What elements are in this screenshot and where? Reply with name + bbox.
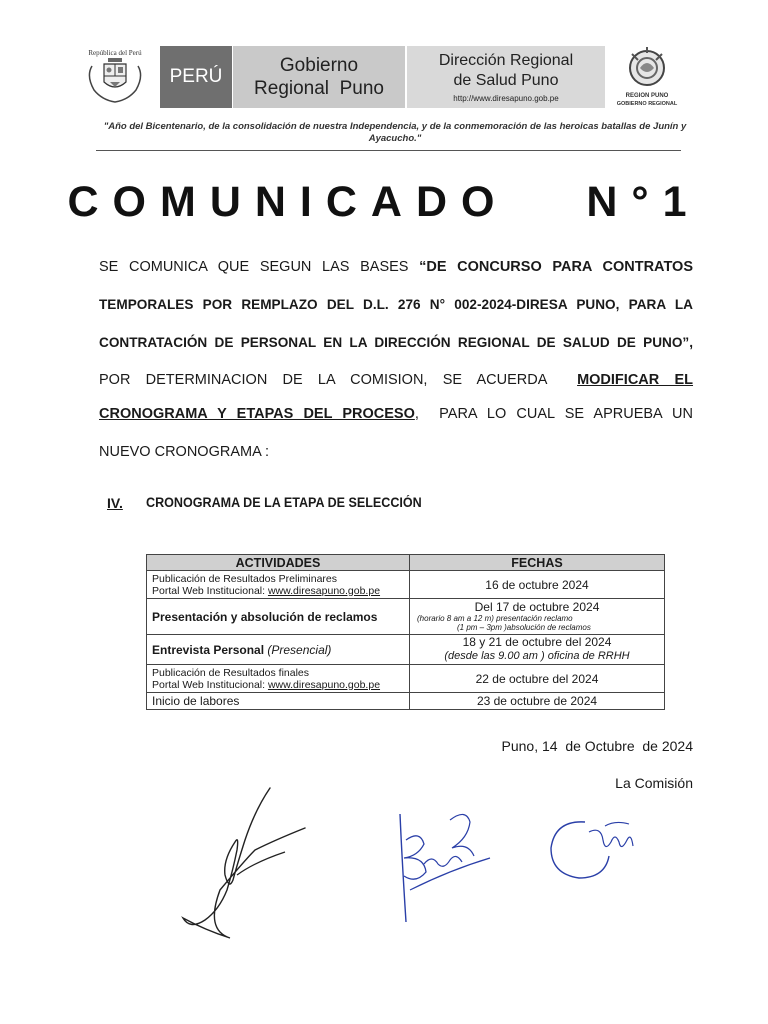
date-cell xyxy=(410,599,665,635)
title-number: N°1 xyxy=(586,178,701,226)
table-row xyxy=(147,635,665,665)
portal-link[interactable]: www.diresapuno.gob.pe xyxy=(267,678,381,691)
body-line-2: TEMPORALES POR REMPLAZO DEL D.L. 276 N° 002-2024-DIRESA PUNO, PARA LA xyxy=(99,297,693,312)
body-text: , PARA LO CUAL SE APRUEBA UN xyxy=(414,406,693,422)
date-cell xyxy=(410,635,665,665)
direccion-url: http://www.diresapuno.gob.pe xyxy=(453,94,559,103)
table-row xyxy=(147,665,665,693)
section-number: IV. xyxy=(107,495,123,511)
date-note: (1 pm – 3pm )absolución de reclamos xyxy=(457,623,591,632)
table-row xyxy=(147,571,665,599)
gobierno-regional-label xyxy=(233,46,405,108)
peru-coat-of-arms-logo xyxy=(82,46,148,108)
table-row xyxy=(147,599,665,635)
schedule-table xyxy=(146,554,665,710)
activity-text: Publicación de Resultados Preliminares xyxy=(152,572,338,585)
body-line-6: NUEVO CRONOGRAMA : xyxy=(99,444,269,460)
direccion-line1: Dirección Regional xyxy=(438,52,574,69)
document-title xyxy=(0,178,768,227)
date-cell: 16 de octubre 2024 xyxy=(410,571,665,599)
body-text-underlined: CRONOGRAMA Y ETAPAS DEL PROCESO xyxy=(99,406,415,422)
title-word: COMUNICADO xyxy=(67,178,509,226)
date-note: (horario 8 am a 12 m) presentación reclamo xyxy=(417,614,573,623)
date-cell: 22 de octubre del 2024 xyxy=(410,665,665,693)
date-text: Del 17 de octubre 2024 xyxy=(474,600,600,614)
column-header-fechas: FECHAS xyxy=(410,555,665,571)
signature-3 xyxy=(545,812,640,887)
body-line-4 xyxy=(99,372,693,388)
table-header-row xyxy=(147,555,665,571)
body-line-3: CONTRATACIÓN DE PERSONAL EN LA DIRECCIÓN REGIONAL DE SALUD DE PUNO”, xyxy=(99,335,693,350)
activity-text: Publicación de Resultados finales xyxy=(152,666,310,679)
header-divider xyxy=(96,150,681,151)
section-title: CRONOGRAMA DE LA ETAPA DE SELECCIÓN xyxy=(146,495,422,510)
activity-cell xyxy=(147,635,410,665)
activity-note: (Presencial) xyxy=(267,642,332,657)
table-row xyxy=(147,693,665,710)
svg-text:GOBIERNO REGIONAL: GOBIERNO REGIONAL xyxy=(616,101,678,107)
activity-cell xyxy=(147,571,410,599)
place-date: Puno, 14 de Octubre de 2024 xyxy=(501,738,693,754)
activity-cell: Inicio de labores xyxy=(147,693,410,710)
activity-text: Portal Web Institucional: xyxy=(152,678,268,691)
body-line-5 xyxy=(99,406,693,422)
svg-text:República del Perú: República del Perú xyxy=(88,49,142,57)
date-note: (desde las 9.00 am ) oficina de RRHH xyxy=(444,650,630,662)
signatory: La Comisión xyxy=(615,775,693,791)
body-text-underlined: MODIFICAR EL xyxy=(577,372,694,388)
signature-1 xyxy=(175,780,315,945)
body-line-1 xyxy=(99,259,693,275)
date-cell: 23 de octubre de 2024 xyxy=(410,693,665,710)
activity-text: Entrevista Personal xyxy=(152,642,268,657)
peru-label: PERÚ xyxy=(160,46,232,108)
direccion-line2: de Salud Puno xyxy=(453,72,559,89)
body-text: POR DETERMINACION DE LA COMISION, SE ACUERDA xyxy=(99,372,562,388)
activity-cell xyxy=(147,665,410,693)
region-puno-logo xyxy=(610,44,684,110)
activity-text: Portal Web Institucional: xyxy=(152,584,268,597)
direccion-regional-label xyxy=(407,46,605,108)
year-motto: "Año del Bicentenario, de la consolidación de nuestra Independencia, y de la conmemoración de las heroicas batallas de Junín y Ayacucho." xyxy=(103,121,687,144)
portal-link[interactable]: www.diresapuno.gob.pe xyxy=(267,584,381,597)
activity-cell: Presentación y absolución de reclamos xyxy=(147,599,410,635)
gobierno-line1: Gobierno xyxy=(279,55,359,76)
date-text: 18 y 21 de octubre del 2024 xyxy=(462,635,612,649)
svg-text:REGION PUNO: REGION PUNO xyxy=(625,93,669,99)
body-text: SE COMUNICA QUE SEGUN LAS BASES xyxy=(99,259,420,275)
body-text-bold: “DE CONCURSO PARA CONTRATOS xyxy=(419,259,693,275)
gobierno-line2: Regional Puno xyxy=(254,78,384,99)
signature-2 xyxy=(390,800,500,930)
column-header-actividades: ACTIVIDADES xyxy=(147,555,410,571)
